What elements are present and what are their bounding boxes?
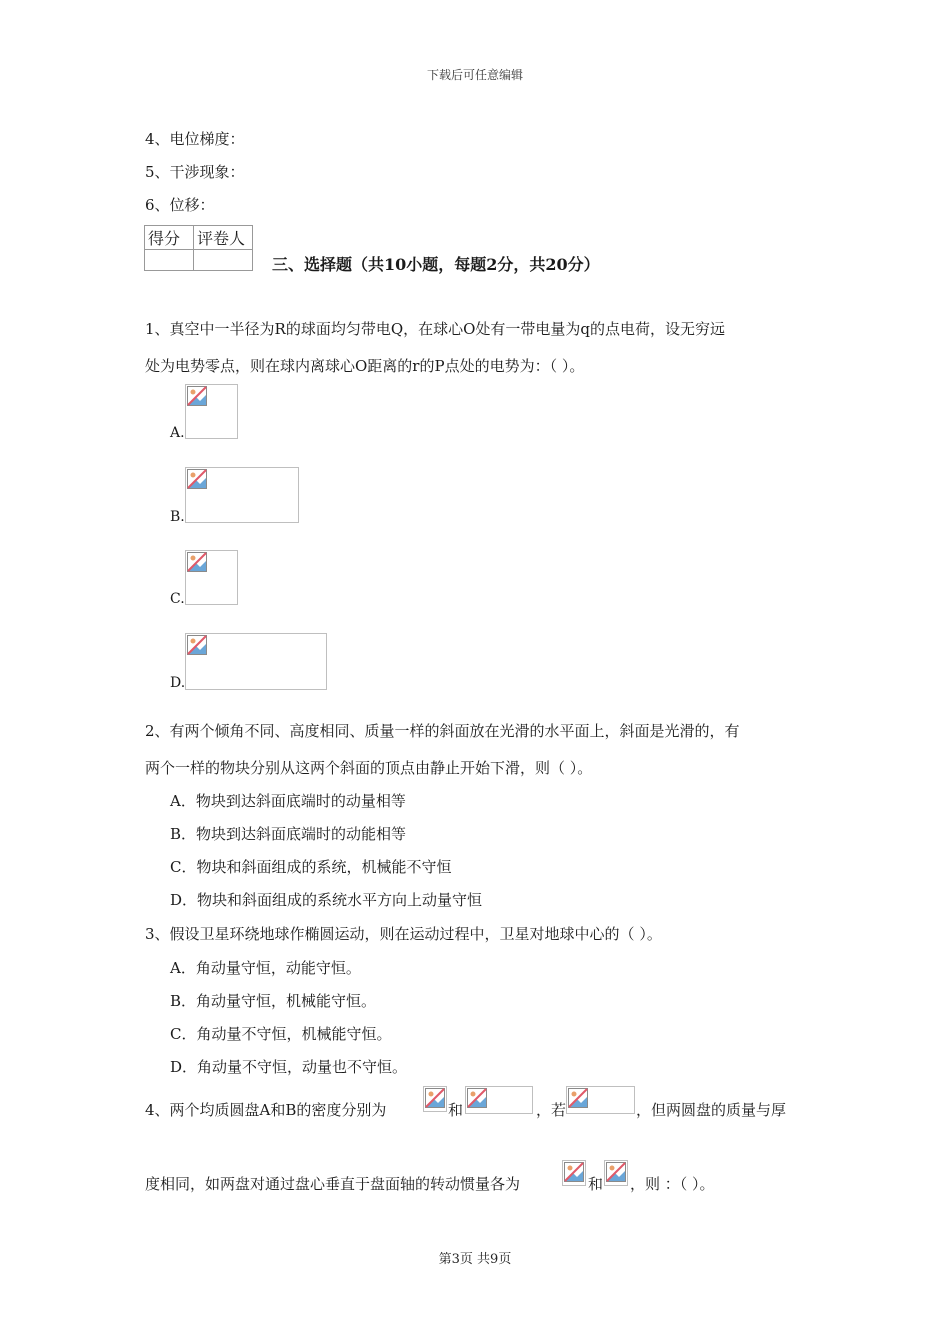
broken-image-icon <box>186 634 208 656</box>
q2-line2: 两个一样的物块分别从这两个斜面的顶点由静止开始下滑，则（ ）。 <box>145 759 593 777</box>
q3-line1: 3、假设卫星环绕地球作椭圆运动，则在运动过程中，卫星对地球中心的（ ）。 <box>145 925 662 943</box>
q3-option-b: B．角动量守恒，机械能守恒。 <box>170 992 377 1010</box>
broken-image-icon <box>424 1087 446 1109</box>
page-footer: 第3页 共9页 <box>438 1252 512 1267</box>
q4-prefix: 4、两个均质圆盘A和B的密度分别为 <box>145 1101 387 1119</box>
score-cell <box>145 250 194 271</box>
q4-line2-prefix: 度相同，如两盘对通过盘心垂直于盘面轴的转动惯量各为 <box>145 1175 521 1193</box>
q1-option-d-image <box>185 633 327 690</box>
broken-image-icon <box>605 1161 627 1183</box>
grader-cell <box>194 250 253 271</box>
q1-option-a-image <box>185 384 238 439</box>
broken-image-icon <box>186 468 208 490</box>
q1-option-c-image <box>185 550 238 605</box>
q4-inertia-a-image <box>562 1160 586 1186</box>
q4-line2-suffix: ，则 ：（ ）。 <box>630 1175 715 1193</box>
q2-option-c: C．物块和斜面组成的系统，机械能不守恒 <box>170 858 452 876</box>
q3-option-d: D．角动量不守恒，动量也不守恒。 <box>170 1058 408 1076</box>
broken-image-icon <box>186 385 208 407</box>
definition-5: 5、干涉现象： <box>145 163 245 181</box>
q3-option-c: C．角动量不守恒，机械能守恒。 <box>170 1025 392 1043</box>
grader-header: 评卷人 <box>194 226 253 250</box>
q4-if: ，若 <box>536 1101 567 1119</box>
q1-line2: 处为电势零点，则在球内离球心O距离的r的P点处的电势为：（ ）。 <box>145 357 585 375</box>
q4-suffix: ，但两圆盘的质量与厚 <box>636 1101 787 1119</box>
broken-image-icon <box>567 1087 589 1109</box>
broken-image-icon <box>466 1087 488 1109</box>
q4-inertia-b-image <box>604 1160 628 1186</box>
definition-4: 4、电位梯度： <box>145 130 245 148</box>
score-table <box>144 225 253 271</box>
q4-density-a-image <box>423 1086 447 1112</box>
broken-image-icon <box>563 1161 585 1183</box>
section-title: 三、选择题（共10小题，每题2分，共20分） <box>272 255 600 274</box>
q1-line1: 1、真空中一半径为R的球面均匀带电Q，在球心O处有一带电量为q的点电荷，设无穷远 <box>145 320 726 338</box>
q2-option-d: D．物块和斜面组成的系统水平方向上动量守恒 <box>170 891 483 909</box>
score-header: 得分 <box>145 226 194 250</box>
q2-line1: 2、有两个倾角不同、高度相同、质量一样的斜面放在光滑的水平面上，斜面是光滑的，有 <box>145 722 740 740</box>
q1-option-c-label: C. <box>170 591 185 607</box>
q4-and-2: 和 <box>588 1175 604 1193</box>
q4-and-1: 和 <box>448 1101 464 1119</box>
q1-option-d-label: D. <box>170 675 186 691</box>
definition-6: 6、位移： <box>145 196 215 214</box>
q3-option-a: A．角动量守恒，动能守恒。 <box>170 959 361 977</box>
q4-density-b-image <box>465 1086 533 1114</box>
broken-image-icon <box>186 551 208 573</box>
page-header: 下载后可任意编辑 <box>426 68 523 82</box>
q4-condition-image <box>566 1086 635 1114</box>
q1-option-b-label: B. <box>170 509 185 525</box>
q1-option-b-image <box>185 467 299 523</box>
q2-option-b: B．物块到达斜面底端时的动能相等 <box>170 825 407 843</box>
q2-option-a: A．物块到达斜面底端时的动量相等 <box>170 792 406 810</box>
q1-option-a-label: A. <box>170 425 185 441</box>
